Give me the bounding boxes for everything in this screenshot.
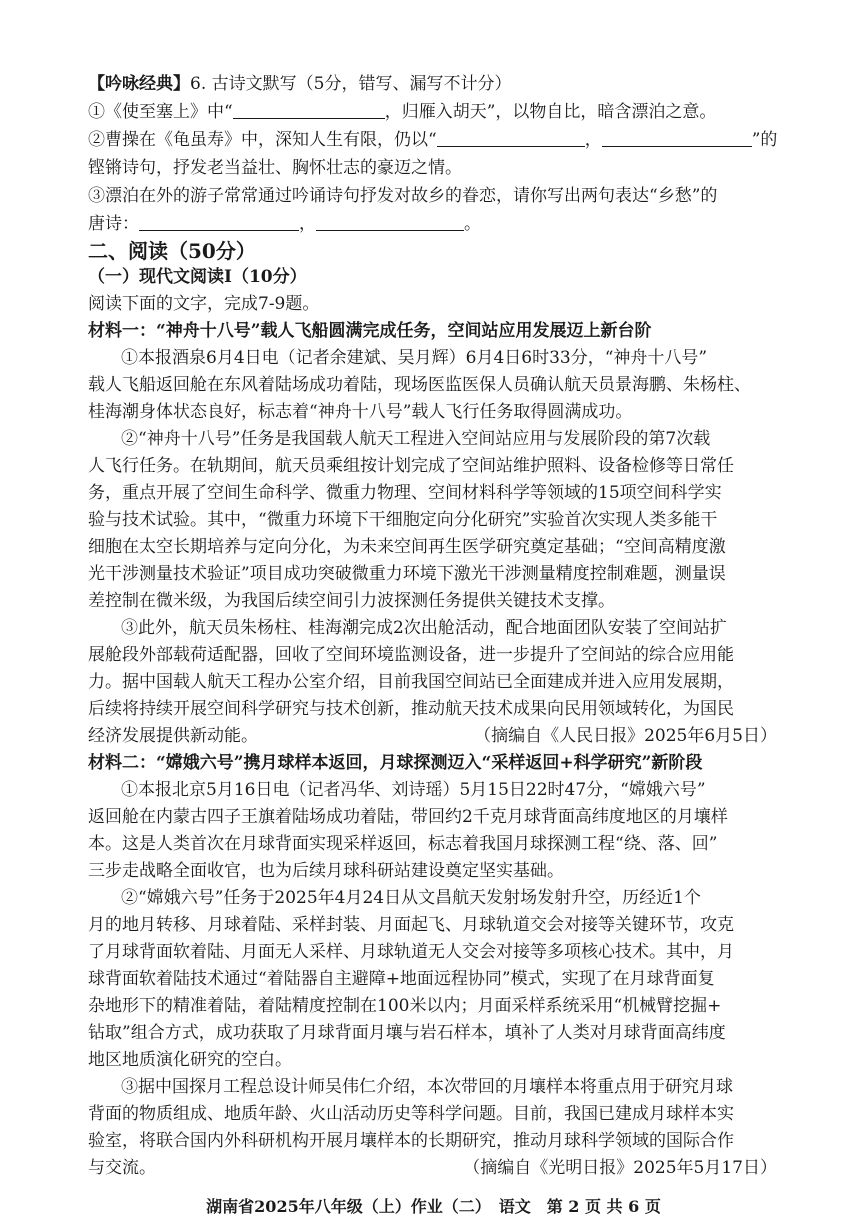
m2-para-1-line-3: 本。这是人类首次在月球背面实现采样返回，标志着我国月球探测工程“绕、落、回” xyxy=(88,834,718,854)
answer-blank-2[interactable] xyxy=(437,129,585,147)
m2-para-2-line-2: 月的地月转移、月球着陆、采样封装、月面起飞、月球轨道交会对接等关键环节，攻克 xyxy=(88,915,734,935)
answer-blank-1[interactable] xyxy=(233,101,385,119)
q6-item-1 xyxy=(88,100,716,124)
m2-para-2-line-3: 了月球背面软着陆、月面无人采样、月球轨道无人交会对接等多项核心技术。其中，月 xyxy=(88,942,734,962)
q6-heading xyxy=(88,72,511,96)
m2-para-2-line-1: ②“嫦娥六号”任务于2025年4月24日从文昌航天发射场发射升空，历经近1个 xyxy=(121,888,701,908)
m1-para-3-line-4: 后续将持续开展空间科学研究与技术创新，推动航天技术成果向民用领域转化，为国民 xyxy=(88,699,734,719)
m2-para-3-line-1: ③据中国探月工程总设计师吴伟仁介绍，本次带回的月壤样本将重点用于研究月球 xyxy=(121,1077,733,1097)
q6-tag: 【吟咏经典】 xyxy=(88,74,190,94)
m2-para-3-line-2: 背面的物质组成、地质年龄、火山活动历史等科学问题。目前，我国已建成月球样本实 xyxy=(88,1104,734,1124)
m2-para-1-line-4: 三步走战略全面收官，也为后续月球科研站建设奠定坚实基础。 xyxy=(88,861,564,881)
m2-para-2-line-7: 地区地质演化研究的空白。 xyxy=(88,1050,292,1070)
m1-para-1-line-3: 桂海潮身体状态良好，标志着“神舟十八号”载人飞行任务取得圆满成功。 xyxy=(88,402,633,422)
q6-item-1-text-end: ，归雁入胡天”，以物自比，暗含漂泊之意。 xyxy=(384,102,717,122)
m1-para-2-line-1: ②“神舟十八号”任务是我国载人航天工程进入空间站应用与发展阶段的第7次载 xyxy=(121,429,711,449)
m2-para-2-line-5: 杂地形下的精准着陆，着陆精度控制在100米以内；月面采样系统采用“机械臂挖掘+ xyxy=(88,996,722,1016)
m1-para-3-line-5: 经济发展提供新动能。 xyxy=(88,726,258,746)
q6-item-1-text: ①《使至塞上》中“ xyxy=(88,102,233,122)
m1-para-3-line-1: ③此外，航天员朱杨柱、桂海潮完成2次出舱活动，配合地面团队安装了空间站扩 xyxy=(121,618,727,638)
m2-para-1-line-2: 返回舱在内蒙古四子王旗着陆场成功着陆，带回约2千克月球背面高纬度地区的月壤样 xyxy=(88,807,728,827)
q6-item-3-comma: ， xyxy=(299,214,316,234)
m1-para-2-line-3: 务，重点开展了空间生命科学、微重力物理、空间材料科学等领域的15项空间科学实 xyxy=(88,483,722,503)
material-2-title: 材料二：“嫦娥六号”携月球样本返回，月球探测迈入“采样返回+科学研究”新阶段 xyxy=(88,753,703,773)
m1-para-2-line-4: 验与技术试验。其中，“微重力环境下干细胞定向分化研究”实验首次实现人类多能干 xyxy=(88,510,718,530)
m1-para-3-line-3: 力。据中国载人航天工程办公室介绍，目前我国空间站已全面建成并进入应用发展期， xyxy=(88,672,734,692)
m1-para-2-line-5: 细胞在太空长期培养与定向分化，为未来空间再生医学研究奠定基础；“空间高精度激 xyxy=(88,537,726,557)
answer-blank-5[interactable] xyxy=(316,213,464,231)
q6-item-3: ③漂泊在外的游子常常通过吟诵诗句抒发对故乡的眷恋，请你写出两句表达“乡愁”的 xyxy=(88,186,718,206)
m2-para-3-line-3: 验室，将联合国内外科研机构开展月壤样本的长期研究，推动月球科学领域的国际合作 xyxy=(88,1131,734,1151)
q6-item-2-text-end: ”的 xyxy=(751,130,778,150)
q6-item-3-cont xyxy=(88,212,481,236)
q6-item-2-text: ②曹操在《龟虽寿》中，深知人生有限，仍以“ xyxy=(88,130,437,150)
material-1-title: 材料一：“神舟十八号”载人飞船圆满完成任务，空间站应用发展迈上新台阶 xyxy=(88,321,652,341)
m2-para-2-line-4: 球背面软着陆技术通过“着陆器自主避障+地面远程协同”模式，实现了在月球背面复 xyxy=(88,969,715,989)
m1-para-3-line-2: 展舱段外部载荷适配器，回收了空间环境监测设备，进一步提升了空间站的综合应用能 xyxy=(88,645,734,665)
section-instruction: 阅读下面的文字，完成7-9题。 xyxy=(88,294,320,314)
answer-blank-4[interactable] xyxy=(139,213,299,231)
m1-source: （摘编自《人民日报》2025年6月5日） xyxy=(474,726,777,746)
q6-item-2-cont: 铿锵诗句，抒发老当益壮、胸怀壮志的豪迈之情。 xyxy=(88,158,462,178)
m1-para-2-line-2: 人飞行任务。在轨期间，航天员乘组按计划完成了空间站维护照料、设备检修等日常任 xyxy=(88,456,734,476)
m2-para-3-line-4: 与交流。 xyxy=(88,1158,156,1178)
q6-item-2 xyxy=(88,128,777,152)
m2-source: （摘编自《光明日报》2025年5月17日） xyxy=(463,1158,777,1178)
m1-para-1-line-2: 载人飞船返回舱在东风着陆场成功着陆，现场医监医保人员确认航天员景海鹏、朱杨柱、 xyxy=(88,375,751,395)
m2-para-1-line-1: ①本报北京5月16日电（记者冯华、刘诗瑶）5月15日22时47分，“嫦娥六号” xyxy=(121,780,706,800)
page-footer: 湖南省2025年八年级（上）作业（二） 语文 第 2 页 共 6 页 xyxy=(206,1197,661,1216)
q6-item-3-label: 唐诗： xyxy=(88,214,139,234)
m2-para-2-line-6: 钻取”组合方式，成功获取了月球背面月壤与岩石样本，填补了人类对月球背面高纬度 xyxy=(88,1023,726,1043)
q6-item-2-comma: ， xyxy=(584,130,602,150)
m1-para-2-line-6: 光干涉测量技术验证”项目成功突破微重力环境下激光干涉测量精度控制难题，测量误 xyxy=(88,564,726,584)
section-subtitle: （一）现代文阅读Ⅰ（10分） xyxy=(88,267,307,287)
m1-para-2-line-7: 差控制在微米级，为我国后续空间引力波探测任务提供关键技术支撑。 xyxy=(88,591,615,611)
q6-heading-text: 6. 古诗文默写（5分，错写、漏写不计分） xyxy=(190,74,512,94)
answer-blank-3[interactable] xyxy=(602,129,752,147)
m1-para-1-line-1: ①本报酒泉6月4日电（记者余建斌、吴月辉）6月4日6时33分，“神舟十八号” xyxy=(121,348,708,368)
q6-item-3-period: 。 xyxy=(464,214,481,234)
section-title: 二、阅读（50分） xyxy=(88,239,256,263)
